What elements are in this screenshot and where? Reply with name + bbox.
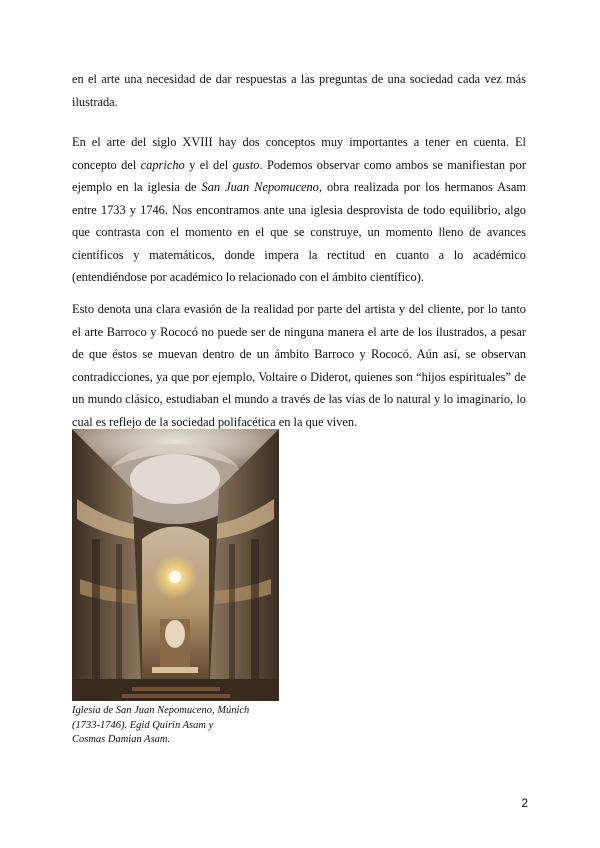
page-number: 2 [521, 796, 528, 810]
term-capricho: capricho [140, 157, 185, 172]
caption-line: (1733-1746). Egid Quirin Asam y [72, 719, 214, 731]
church-name: San Juan Nepomuceno [201, 180, 319, 194]
paragraph-concepts [72, 131, 526, 289]
figure-caption [72, 704, 292, 748]
church-interior-photo [72, 429, 279, 701]
paragraph-evasion: Esto denota una clara evasión de la realidad por parte del artista y del cliente, por lo tanto el arte Barroco y Rococó no puede ser de ninguna manera el arte de los ilustrados, a pesar de que éstos se muevan dentro de un ámbito Barroco y Rococó. Aún así, se observan contradicciones, ya que por ejemplo, Voltaire o Diderot, quienes son “hijos espirituales” de un mundo clásico, estudiaban el mundo a través de las vías de lo natural y lo imaginario, lo cual es reflejo de la sociedad polifacética en la que viven. [72, 302, 526, 429]
caption-line: Iglesia de San Juan Nepomuceno, Múnich [72, 705, 250, 716]
paragraph-text: y el del [184, 157, 233, 172]
paragraph-text: . Podemos observar como ambos se manifiestan por ejemplo en la iglesia de [72, 157, 526, 194]
paragraph-text: En el arte del siglo XVIII hay dos conceptos muy importantes a tener en cuenta. El concepto del [72, 135, 526, 172]
caption-line: Cosmas Damian Asam. [72, 734, 171, 745]
paragraph-continuation: en el arte una necesidad de dar respuestas a las preguntas de una sociedad cada vez más ilustrada. [72, 72, 526, 109]
term-gusto: gusto [232, 157, 260, 172]
paragraph-text: , obra realizada por los hermanos Asam entre 1733 y 1746. Nos encontramos ante una iglesia desprovista de todo equilibrio, algo que contrasta con el momento en el que se construye, un momento lleno de avances científicos y matemáticos, donde impera la rectitud en cuanto a lo académico (entendiéndose por académico lo relacionado con el ámbito científico). [72, 180, 526, 284]
